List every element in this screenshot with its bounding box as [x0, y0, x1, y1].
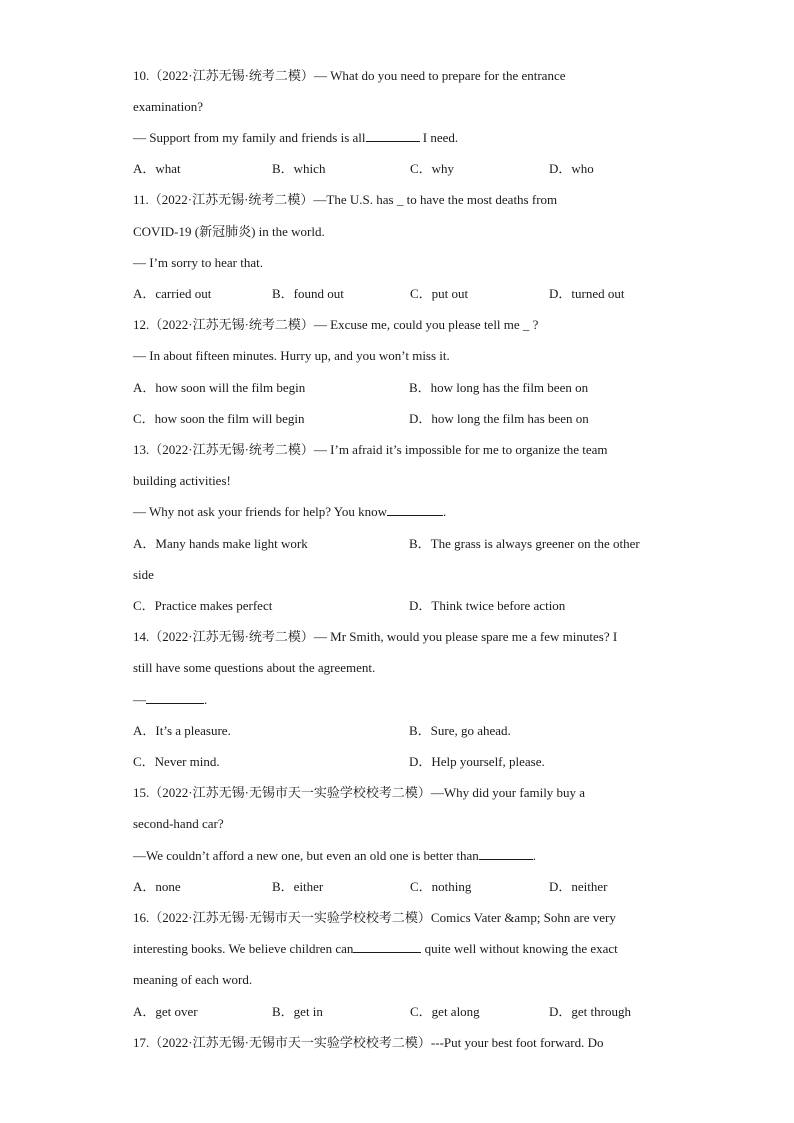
q16-option-b[interactable]: B．get in [272, 1004, 323, 1019]
q13-options-row2 [133, 597, 673, 615]
q14-option-a[interactable]: A．It’s a pleasure. [133, 723, 231, 738]
answer-blank [387, 503, 443, 516]
q15-dialogue-after-blank: . [532, 848, 537, 863]
answer-blank [146, 691, 204, 704]
q14-option-b[interactable]: B．Sure, go ahead. [409, 723, 511, 738]
answer-blank [479, 847, 533, 860]
q16-before-blank: interesting books. We believe children can [133, 941, 354, 956]
q10-dialogue-after-blank: I need. [419, 130, 459, 145]
answer-blank [366, 129, 420, 142]
q14-dialogue [133, 691, 207, 709]
q10-dialogue [133, 129, 458, 147]
q12-options-row1 [133, 379, 673, 397]
q15-options [133, 878, 673, 896]
q13-option-b-continuation: side [133, 567, 154, 582]
q14-dialogue-after-blank: . [204, 692, 208, 707]
q14-options-row1 [133, 722, 673, 740]
q16-option-c[interactable]: C．get along [410, 1004, 480, 1019]
q14-options-row2 [133, 753, 673, 771]
q13-option-b[interactable]: B．The grass is always greener on the other [409, 536, 640, 551]
q13-dialogue [133, 503, 446, 521]
q15-option-b[interactable]: B．either [272, 879, 324, 894]
q12-response: — In about fifteen minutes. Hurry up, and you won’t miss it. [133, 348, 450, 363]
q16-option-d[interactable]: D．get through [549, 1004, 631, 1019]
q12-options-row2 [133, 410, 673, 428]
q10-stem-line2: examination? [133, 99, 204, 114]
q16-stem-line2 [133, 940, 618, 958]
q10-option-a[interactable]: A．what [133, 161, 181, 176]
q14-stem-line1: 14.（2022·江苏无锡·统考二模）— Mr Smith, would you please spare me a few minutes? I [133, 629, 618, 644]
q13-options-row1 [133, 535, 673, 553]
q13-dialogue-before-blank: — Why not ask your friends for help? You know [133, 504, 387, 519]
q15-option-a[interactable]: A．none [133, 879, 181, 894]
q15-stem-line2: second-hand car? [133, 816, 224, 831]
q10-option-c[interactable]: C．why [410, 161, 455, 176]
q15-dialogue [133, 847, 536, 865]
q16-stem-line3: meaning of each word. [133, 972, 253, 987]
q11-stem-line2: COVID-19 (新冠肺炎) in the world. [133, 224, 325, 239]
q14-dialogue-before-blank: — [133, 692, 146, 707]
q11-options [133, 285, 673, 303]
q16-stem-line1: 16.（2022·江苏无锡·无锡市天一实验学校校考二模）Comics Vater &amp; Sohn are very [133, 910, 616, 925]
q12-option-a[interactable]: A．how soon will the film begin [133, 380, 306, 395]
q12-option-d[interactable]: D．how long the film has been on [409, 411, 589, 426]
q14-stem-line2: still have some questions about the agreement. [133, 660, 376, 675]
q16-option-a[interactable]: A．get over [133, 1004, 198, 1019]
q15-stem-line1: 15.（2022·江苏无锡·无锡市天一实验学校校考二模）—Why did your family buy a [133, 785, 586, 800]
q16-options [133, 1003, 673, 1021]
q12-option-b[interactable]: B．how long has the film been on [409, 380, 589, 395]
q13-option-a[interactable]: A．Many hands make light work [133, 536, 308, 551]
q13-stem-line1: 13.（2022·江苏无锡·统考二模）— I’m afraid it’s impossible for me to organize the team [133, 442, 608, 457]
q13-stem-line2: building activities! [133, 473, 231, 488]
q14-option-d[interactable]: D．Help yourself, please. [409, 754, 545, 769]
q11-response: — I’m sorry to hear that. [133, 255, 263, 270]
q10-option-b[interactable]: B．which [272, 161, 326, 176]
q11-option-b[interactable]: B．found out [272, 286, 344, 301]
q12-option-c[interactable]: C．how soon the film will begin [133, 411, 305, 426]
q12-stem-line1: 12.（2022·江苏无锡·统考二模）— Excuse me, could you please tell me _ ? [133, 317, 539, 332]
q11-option-d[interactable]: D．turned out [549, 286, 625, 301]
q11-stem-line1: 11.（2022·江苏无锡·统考二模）—The U.S. has _ to have the most deaths from [133, 192, 558, 207]
q13-option-c[interactable]: C．Practice makes perfect [133, 598, 273, 613]
q10-dialogue-before-blank: — Support from my family and friends is all [133, 130, 366, 145]
q11-option-c[interactable]: C．put out [410, 286, 469, 301]
q10-options [133, 160, 673, 178]
q15-option-c[interactable]: C．nothing [410, 879, 472, 894]
q13-dialogue-after-blank: . [442, 504, 447, 519]
answer-blank [353, 940, 421, 953]
q10-stem-line1: 10.（2022·江苏无锡·统考二模）— What do you need to prepare for the entrance [133, 68, 566, 83]
q14-option-c[interactable]: C．Never mind. [133, 754, 220, 769]
q15-option-d[interactable]: D．neither [549, 879, 608, 894]
q10-option-d[interactable]: D．who [549, 161, 594, 176]
q17-stem-line1: 17.（2022·江苏无锡·无锡市天一实验学校校考二模）---Put your best foot forward. Do [133, 1035, 604, 1050]
q13-option-d[interactable]: D．Think twice before action [409, 598, 566, 613]
q16-after-blank: quite well without knowing the exact [421, 941, 618, 956]
q15-dialogue-before-blank: —We couldn’t afford a new one, but even an old one is better than [133, 848, 479, 863]
q11-option-a[interactable]: A．carried out [133, 286, 212, 301]
